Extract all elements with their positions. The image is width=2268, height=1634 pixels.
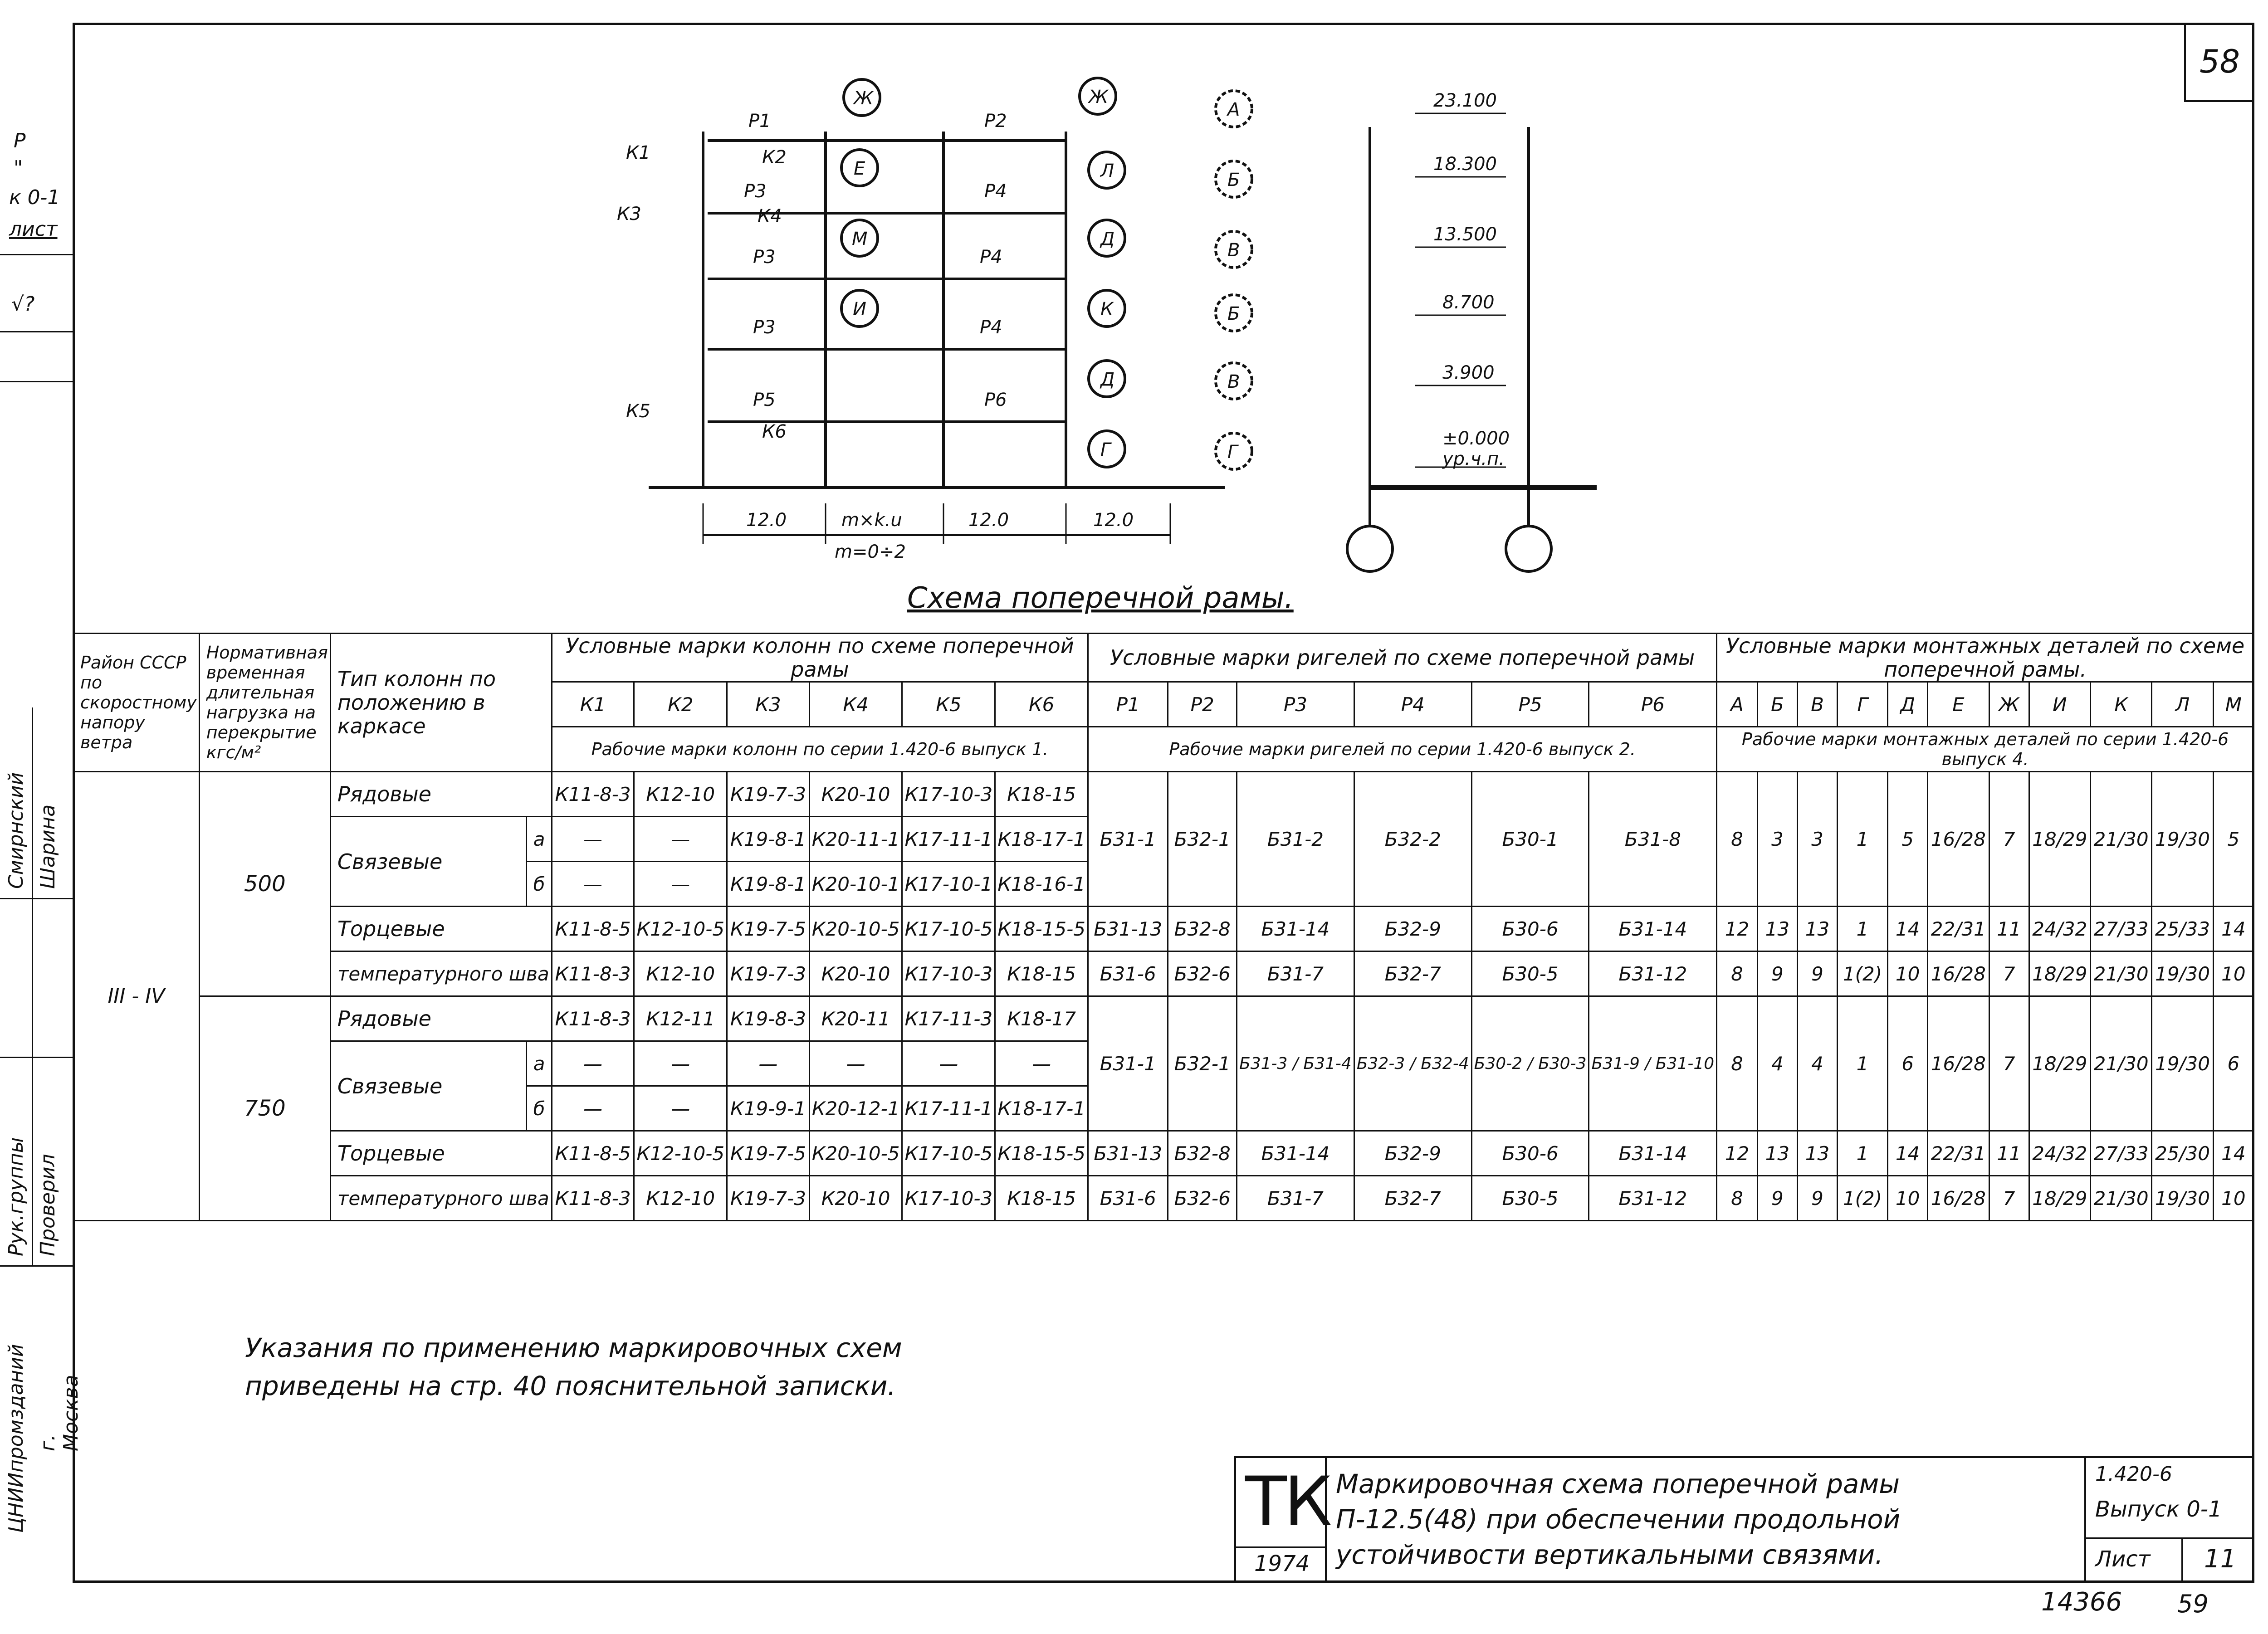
cell: Б32-7 [1354, 951, 1471, 996]
cell: К11-8-5 [552, 1131, 634, 1176]
cell: 27/33 [2090, 907, 2151, 951]
table-row [73, 907, 2254, 951]
cell: — [634, 1086, 727, 1131]
cell: К20-10 [809, 951, 902, 996]
cell: 19/30 [2152, 996, 2213, 1131]
col-label-k3: К3 [617, 204, 641, 224]
margin-label-4: лист [9, 218, 58, 241]
title-line-1: Маркировочная схема поперечной рамы [1336, 1468, 1900, 1499]
spec-table [73, 633, 2254, 1221]
right-circle-2: Б [1227, 170, 1240, 190]
right-circle-6: Г [1227, 442, 1238, 463]
cell: К11-8-3 [552, 951, 634, 996]
cell: Б31-7 [1237, 1176, 1354, 1221]
cell: 10 [2213, 1176, 2253, 1221]
cell: 25/30 [2152, 1131, 2213, 1176]
cell: — [727, 1041, 810, 1086]
cell: 13 [1797, 1131, 1837, 1176]
cell: 8 [1717, 1176, 1758, 1221]
span-1: 12.0 [746, 510, 787, 531]
cell: К19-7-3 [727, 772, 810, 817]
cell: Б31-2 [1237, 772, 1354, 907]
col-label-k5: К5 [626, 401, 650, 422]
cell: К11-8-5 [552, 907, 634, 951]
cell: 16/28 [1928, 996, 1989, 1131]
cell: — [634, 1041, 727, 1086]
staff-1: Смирнский [5, 772, 28, 889]
detail-circle-5: Д [1100, 229, 1115, 249]
cell: 14 [2213, 907, 2253, 951]
cell: К17-11-1 [902, 1086, 995, 1131]
org-line-2: г. Москва [36, 1375, 83, 1451]
note [245, 1329, 902, 1405]
cell: 21/30 [2090, 1176, 2151, 1221]
note-line-2: приведены на стр. 40 пояснительной записки. [245, 1371, 896, 1401]
cell: К17-10-1 [902, 862, 995, 907]
diagram-title: Схема поперечной рамы. [907, 581, 1294, 615]
title-sheet: 11 [2204, 1544, 2237, 1574]
row-type: Связевые [330, 1041, 527, 1131]
cell: 22/31 [1928, 907, 1989, 951]
cell: 12 [1717, 1131, 1758, 1176]
cell: К18-15 [995, 951, 1088, 996]
cell: — [809, 1041, 902, 1086]
cell: К17-10-3 [902, 1176, 995, 1221]
row-sub: б [527, 862, 552, 907]
cell: 1 [1838, 1131, 1888, 1176]
cell: Б32-9 [1354, 907, 1471, 951]
beam-label-7: Р3 [753, 317, 776, 338]
cell: К19-8-1 [727, 817, 810, 862]
frame-diagram [590, 68, 1633, 621]
cell: 4 [1757, 996, 1797, 1131]
hdr-column-type: Тип колонн по положению в каркасе [330, 634, 552, 772]
right-circle-3: В [1227, 240, 1240, 261]
table-row [73, 951, 2254, 996]
cell: — [995, 1041, 1088, 1086]
cell: 6 [1888, 996, 1928, 1131]
cell: 1(2) [1838, 951, 1888, 996]
level-5: 3.900 [1442, 362, 1495, 383]
beam-mark-p2: Р2 [1168, 682, 1237, 727]
cell: 16/28 [1928, 1176, 1989, 1221]
cell: К20-10 [809, 772, 902, 817]
cell: К18-15-5 [995, 907, 1088, 951]
row-type: Торцевые [330, 1131, 552, 1176]
col-mark-k6: К6 [995, 682, 1088, 727]
cell: 7 [1989, 951, 2029, 996]
title-block [1234, 1456, 2254, 1583]
cell: Б31-6 [1088, 1176, 1168, 1221]
cell: Б31-1 [1088, 996, 1168, 1131]
cell: 5 [1888, 772, 1928, 907]
detail-circle-9: Ж [854, 88, 874, 109]
level-4: 8.700 [1442, 292, 1495, 313]
cell: 10 [2213, 951, 2253, 996]
table-row [73, 996, 2254, 1041]
detail-circle-1: Е [854, 158, 865, 179]
span-note: m=0÷2 [835, 541, 906, 562]
beam-label-9: Р5 [753, 390, 776, 410]
sheet-number: 58 [2200, 43, 2240, 80]
span-2: m×k.u [841, 510, 902, 531]
cell: 9 [1797, 1176, 1837, 1221]
cell: 4 [1797, 996, 1837, 1131]
beam-mark-p5: Р5 [1471, 682, 1589, 727]
cell: К18-16-1 [995, 862, 1088, 907]
cell: 24/32 [2029, 1131, 2090, 1176]
cell: 11 [1989, 1131, 2029, 1176]
cell: 21/30 [2090, 951, 2151, 996]
cell: 1 [1838, 772, 1888, 907]
cell: 7 [1989, 772, 2029, 907]
cell: 10 [1888, 1176, 1928, 1221]
cell: К17-11-3 [902, 996, 995, 1041]
hdr-beam-series: Рабочие марки ригелей по серии 1.420-6 выпуск 2. [1088, 727, 1716, 772]
cell: Б31-12 [1589, 1176, 1717, 1221]
detail-mark-b: Б [1757, 682, 1797, 727]
cell: К18-15-5 [995, 1131, 1088, 1176]
cell: Б30-1 [1471, 772, 1589, 907]
cell: 18/29 [2029, 996, 2090, 1131]
cell: Б31-3 / Б31-4 [1237, 996, 1354, 1131]
level-1: 23.100 [1433, 90, 1497, 111]
cell: Б31-14 [1237, 907, 1354, 951]
cell: 18/29 [2029, 1176, 2090, 1221]
span-4: 12.0 [1093, 510, 1134, 531]
cell: К12-10-5 [634, 1131, 727, 1176]
detail-mark-d: Д [1888, 682, 1928, 727]
detail-circle-10: Ж [1089, 87, 1109, 107]
cell: К19-7-5 [727, 1131, 810, 1176]
cell: 3 [1797, 772, 1837, 907]
cell: К20-10-5 [809, 907, 902, 951]
col-label-k1: К1 [626, 142, 650, 163]
margin-label-5: √? [11, 293, 35, 316]
cell: К17-10-5 [902, 907, 995, 951]
level-2: 18.300 [1433, 154, 1497, 175]
org-line-1: ЦНИИпромзданий [5, 1344, 28, 1533]
right-circle-4: Б [1227, 303, 1240, 324]
cell: Б31-13 [1088, 907, 1168, 951]
cell: К18-15 [995, 772, 1088, 817]
cell: 13 [1757, 907, 1797, 951]
cell: 1 [1838, 996, 1888, 1131]
cell: 14 [1888, 907, 1928, 951]
beam-mark-p3: Р3 [1237, 682, 1354, 727]
title-text [1336, 1466, 1900, 1572]
col-label-k6: К6 [762, 421, 787, 442]
cell: Б31-14 [1589, 907, 1717, 951]
cell: — [552, 1086, 634, 1131]
cell: К20-10-1 [809, 862, 902, 907]
col-label-k2: К2 [762, 147, 787, 168]
staff-4: Проверил [36, 1154, 59, 1256]
cell: Б32-7 [1354, 1176, 1471, 1221]
cell: 19/30 [2152, 1176, 2213, 1221]
beam-label-5: Р3 [753, 247, 776, 268]
hdr-load: Нормативная временная длительная нагрузка на перекрытие кгс/м² [199, 634, 330, 772]
row-type: температурного шва [330, 951, 552, 996]
level-6: ±0.000 [1442, 428, 1510, 449]
cell: Б31-8 [1589, 772, 1717, 907]
cell: 9 [1797, 951, 1837, 996]
title-line-2: П-12.5(48) при обеспечении продольной [1336, 1504, 1901, 1535]
cell: — [902, 1041, 995, 1086]
table-row [73, 772, 2254, 817]
cell: Б31-14 [1237, 1131, 1354, 1176]
cell: К19-7-3 [727, 951, 810, 996]
detail-mark-a: А [1717, 682, 1758, 727]
cell: — [634, 862, 727, 907]
cell: Б32-2 [1354, 772, 1471, 907]
cell: Б30-5 [1471, 951, 1589, 996]
hdr-detail-group: Условные марки монтажных деталей по схеме поперечной рамы. [1717, 634, 2254, 682]
cell: 22/31 [1928, 1131, 1989, 1176]
cell: 18/29 [2029, 951, 2090, 996]
cell: К18-17-1 [995, 1086, 1088, 1131]
cell: Б32-1 [1168, 772, 1237, 907]
detail-mark-e: Е [1928, 682, 1989, 727]
cell: Б30-2 / Б30-3 [1471, 996, 1589, 1131]
hdr-col-series: Рабочие марки колонн по серии 1.420-6 выпуск 1. [552, 727, 1088, 772]
cell: К11-8-3 [552, 772, 634, 817]
cell: Б31-6 [1088, 951, 1168, 996]
cell: 7 [1989, 996, 2029, 1131]
footer-number-2: 59 [2177, 1590, 2209, 1618]
cell: К18-17 [995, 996, 1088, 1041]
beam-mark-p6: Р6 [1589, 682, 1717, 727]
col-mark-k5: К5 [902, 682, 995, 727]
cell: 14 [2213, 1131, 2253, 1176]
load-500: 500 [199, 772, 330, 996]
detail-mark-i: И [2029, 682, 2090, 727]
cell: 21/30 [2090, 772, 2151, 907]
detail-circle-4: Л [1100, 161, 1114, 181]
cell: Б30-6 [1471, 907, 1589, 951]
cell: 1 [1838, 907, 1888, 951]
cell: Б32-6 [1168, 1176, 1237, 1221]
hdr-region: Район СССР по скоростному напору ветра [73, 634, 200, 772]
cell: Б32-9 [1354, 1131, 1471, 1176]
cell: 3 [1757, 772, 1797, 907]
cell: К20-11-1 [809, 817, 902, 862]
cell: 16/28 [1928, 951, 1989, 996]
detail-mark-k: К [2090, 682, 2151, 727]
row-type: Рядовые [330, 772, 552, 817]
row-sub: а [527, 1041, 552, 1086]
detail-mark-zh: Ж [1989, 682, 2029, 727]
cell: К17-10-3 [902, 951, 995, 996]
cell: 8 [1717, 772, 1758, 907]
cell: Б31-12 [1589, 951, 1717, 996]
cell: К11-8-3 [552, 1176, 634, 1221]
cell: 7 [1989, 1176, 2029, 1221]
detail-mark-g: Г [1838, 682, 1888, 727]
beam-label-3: Р3 [744, 181, 767, 202]
cell: К18-17-1 [995, 817, 1088, 862]
beam-label-6: Р4 [980, 247, 1002, 268]
cell: К12-10 [634, 951, 727, 996]
footer-number-1: 14366 [2041, 1587, 2122, 1617]
cell: К20-10 [809, 1176, 902, 1221]
cell: К20-10-5 [809, 1131, 902, 1176]
cell: К11-8-3 [552, 996, 634, 1041]
cell: 1(2) [1838, 1176, 1888, 1221]
cell: К12-11 [634, 996, 727, 1041]
cell: — [634, 817, 727, 862]
staff-3: Рук.группы [5, 1137, 28, 1256]
col-label-k4: К4 [758, 206, 782, 227]
table-row [73, 1131, 2254, 1176]
cell: 13 [1797, 907, 1837, 951]
title-line-3: устойчивости вертикальными связями. [1336, 1539, 1883, 1570]
cell: К20-11 [809, 996, 902, 1041]
title-issue: Выпуск 0-1 [2095, 1497, 2222, 1522]
cell: К18-15 [995, 1176, 1088, 1221]
table-row [73, 1176, 2254, 1221]
hdr-detail-series: Рабочие марки монтажных деталей по серии 1.420-6 выпуск 4. [1717, 727, 2254, 772]
cell: Б32-8 [1168, 1131, 1237, 1176]
cell: — [552, 1041, 634, 1086]
tk-logo: ТК [1245, 1463, 1330, 1541]
cell: Б30-5 [1471, 1176, 1589, 1221]
row-type: Рядовые [330, 996, 552, 1041]
cell: Б32-6 [1168, 951, 1237, 996]
cell: Б32-1 [1168, 996, 1237, 1131]
cell: 10 [1888, 951, 1928, 996]
title-sheet-label: Лист [2095, 1546, 2151, 1572]
load-750: 750 [199, 996, 330, 1221]
cell: К12-10 [634, 772, 727, 817]
cell: Б31-14 [1589, 1131, 1717, 1176]
level-3: 13.500 [1433, 224, 1497, 245]
hdr-beam-group: Условные марки ригелей по схеме поперечной рамы [1088, 634, 1716, 682]
cell: 9 [1757, 951, 1797, 996]
hdr-col-group: Условные марки колонн по схеме поперечной рамы [552, 634, 1088, 682]
beam-mark-p1: Р1 [1088, 682, 1168, 727]
cell: — [552, 862, 634, 907]
detail-circle-6: К [1100, 299, 1114, 320]
beam-label-1: Р1 [748, 111, 771, 132]
cell: Б31-1 [1088, 772, 1168, 907]
detail-mark-m: М [2213, 682, 2253, 727]
right-circle-1: А [1227, 99, 1240, 120]
row-type: Торцевые [330, 907, 552, 951]
margin-label-2: " [14, 156, 23, 180]
cell: 8 [1717, 996, 1758, 1131]
cell: К17-10-3 [902, 772, 995, 817]
row-sub: б [527, 1086, 552, 1131]
margin-label-3: к 0-1 [9, 186, 60, 209]
span-3: 12.0 [968, 510, 1009, 531]
cell: Б31-7 [1237, 951, 1354, 996]
title-year: 1974 [1254, 1551, 1310, 1576]
beam-mark-p4: Р4 [1354, 682, 1471, 727]
cell: 14 [1888, 1131, 1928, 1176]
detail-circle-3: И [853, 299, 866, 320]
beam-label-8: Р4 [980, 317, 1002, 338]
cell: 27/33 [2090, 1131, 2151, 1176]
right-circle-5: В [1227, 371, 1240, 392]
region-value: III - IV [73, 772, 200, 1221]
note-line-1: Указания по применению маркировочных схем [245, 1332, 902, 1363]
cell: 11 [1989, 907, 2029, 951]
beam-label-2: Р2 [984, 111, 1007, 132]
cell: 9 [1757, 1176, 1797, 1221]
title-series: 1.420-6 [2095, 1463, 2172, 1486]
beam-label-4: Р4 [984, 181, 1007, 202]
detail-circle-2: М [852, 229, 868, 249]
cell: 25/33 [2152, 907, 2213, 951]
cell: К20-12-1 [809, 1086, 902, 1131]
detail-circle-7: Д [1100, 369, 1115, 390]
cell: 19/30 [2152, 772, 2213, 907]
col-mark-k3: К3 [727, 682, 810, 727]
cell: 24/32 [2029, 907, 2090, 951]
cell: К19-8-1 [727, 862, 810, 907]
row-type: Связевые [330, 817, 527, 907]
detail-circle-8: Г [1100, 439, 1111, 460]
cell: 16/28 [1928, 772, 1989, 907]
cell: 8 [1717, 951, 1758, 996]
col-mark-k1: К1 [552, 682, 634, 727]
col-mark-k4: К4 [809, 682, 902, 727]
cell: К12-10-5 [634, 907, 727, 951]
cell: Б32-8 [1168, 907, 1237, 951]
cell: — [552, 817, 634, 862]
cell: К19-9-1 [727, 1086, 810, 1131]
beam-label-10: Р6 [984, 390, 1007, 410]
cell: 13 [1757, 1131, 1797, 1176]
cell: К17-11-1 [902, 817, 995, 862]
cell: К12-10 [634, 1176, 727, 1221]
staff-2: Шарина [36, 804, 59, 889]
cell: К19-8-3 [727, 996, 810, 1041]
cell: Б30-6 [1471, 1131, 1589, 1176]
level-7: ур.ч.п. [1442, 449, 1505, 469]
cell: 12 [1717, 907, 1758, 951]
row-type: температурного шва [330, 1176, 552, 1221]
cell: 6 [2213, 996, 2253, 1131]
cell: Б31-13 [1088, 1131, 1168, 1176]
cell: 18/29 [2029, 772, 2090, 907]
cell: Б31-9 / Б31-10 [1589, 996, 1717, 1131]
detail-mark-v: В [1797, 682, 1837, 727]
sheet-number-box [2184, 25, 2252, 102]
cell: 21/30 [2090, 996, 2151, 1131]
cell: 19/30 [2152, 951, 2213, 996]
cell: Б32-3 / Б32-4 [1354, 996, 1471, 1131]
row-sub: а [527, 817, 552, 862]
left-margin [0, 0, 83, 1587]
col-mark-k2: К2 [634, 682, 727, 727]
cell: К17-10-5 [902, 1131, 995, 1176]
cell: К19-7-5 [727, 907, 810, 951]
margin-label-1: Р [14, 129, 26, 152]
cell: К19-7-3 [727, 1176, 810, 1221]
detail-mark-l: Л [2152, 682, 2213, 727]
cell: 5 [2213, 772, 2253, 907]
